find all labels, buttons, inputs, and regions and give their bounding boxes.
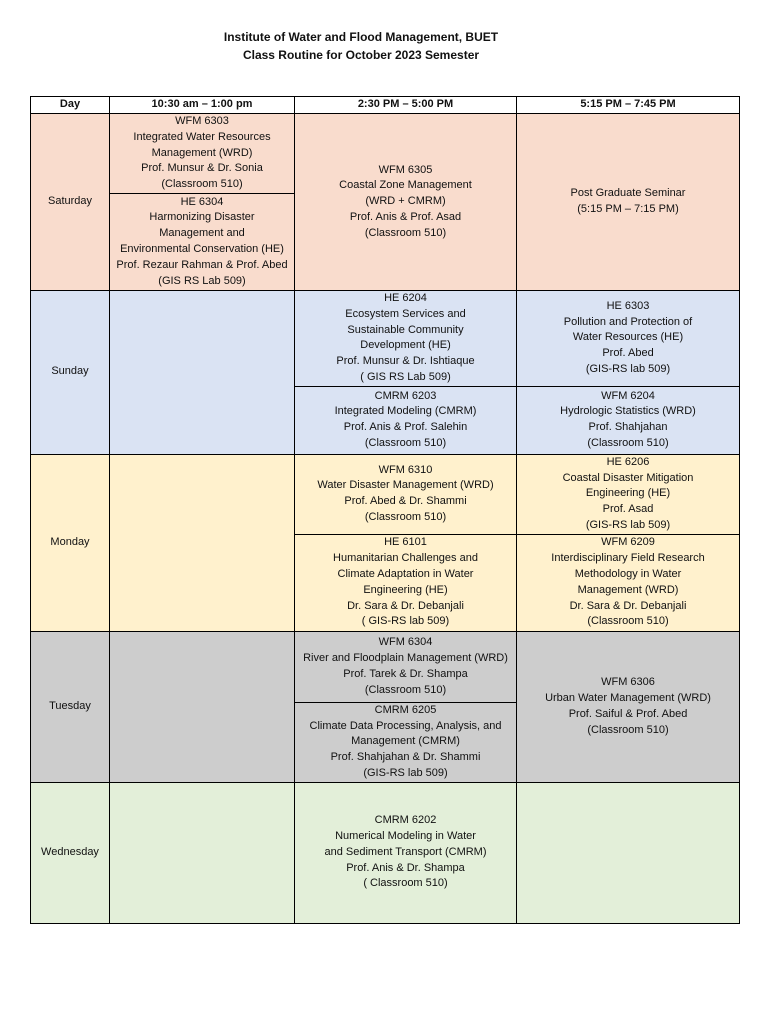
- course-cell: [295, 454, 517, 534]
- empty-cell: [110, 782, 295, 923]
- course-detail-line: Prof. Abed & Dr. Shammi: [344, 495, 467, 508]
- course-cell: [517, 631, 740, 782]
- course-detail-line: ( GIS RS Lab 509): [360, 370, 451, 383]
- course-detail-line: Integrated Water Resources: [133, 130, 271, 143]
- course-detail-line: River and Floodplain Management (WRD): [303, 651, 508, 664]
- course-code: Post Graduate Seminar: [570, 187, 686, 200]
- course-cell: [110, 114, 295, 194]
- course-detail-line: (GIS-RS lab 509): [585, 518, 671, 531]
- course-detail-line: Hydrologic Statistics (WRD): [560, 405, 696, 418]
- course-detail-line: Management (WRD): [151, 146, 253, 159]
- table-row: [31, 290, 740, 386]
- day-cell-wednesday: Wednesday: [31, 782, 110, 923]
- course-detail-line: Harmonizing Disaster: [149, 211, 255, 224]
- course-cell: [517, 290, 740, 386]
- course-code: HE 6204: [384, 291, 427, 304]
- course-detail-line: Prof. Munsur & Dr. Ishtiaque: [336, 355, 475, 368]
- course-detail-line: Pollution and Protection of: [563, 315, 693, 328]
- course-detail-line: (Classroom 510): [364, 511, 447, 524]
- course-detail-line: Numerical Modeling in Water: [335, 830, 476, 843]
- course-code: CMRM 6203: [374, 389, 437, 402]
- course-code: CMRM 6202: [374, 814, 437, 827]
- course-detail-line: Dr. Sara & Dr. Debanjali: [347, 599, 464, 612]
- course-code: WFM 6204: [601, 389, 655, 402]
- course-code: WFM 6304: [378, 636, 433, 649]
- course-detail-line: Engineering (HE): [363, 583, 448, 596]
- course-cell: [517, 534, 740, 631]
- document-title: Institute of Water and Flood Management, BUET: [223, 30, 499, 44]
- course-code: HE 6303: [606, 299, 650, 312]
- column-header-slot-2: 2:30 PM – 5:00 PM: [295, 97, 517, 114]
- course-cell: [517, 454, 740, 534]
- course-detail-line: (GIS-RS lab 509): [363, 766, 448, 779]
- course-detail-line: (Classroom 510): [161, 178, 243, 191]
- course-cell: [295, 702, 517, 782]
- empty-cell: [110, 631, 295, 782]
- course-detail-line: Prof. Rezaur Rahman & Prof. Abed: [116, 258, 288, 271]
- course-detail-line: Interdisciplinary Field Research: [551, 552, 705, 565]
- course-cell: [517, 114, 740, 291]
- course-detail-line: Integrated Modeling (CMRM): [334, 405, 477, 418]
- course-detail-line: and Sediment Transport (CMRM): [324, 845, 487, 858]
- empty-cell: [517, 782, 740, 923]
- course-detail-line: Water Resources (HE): [572, 331, 684, 344]
- course-detail-line: Prof. Anis & Prof. Salehin: [343, 421, 468, 434]
- course-cell: [110, 193, 295, 290]
- course-cell: [295, 631, 517, 702]
- course-code: WFM 6209: [601, 536, 655, 549]
- course-detail-line: (GIS-RS lab 509): [585, 363, 671, 376]
- course-cell: [517, 386, 740, 454]
- course-detail-line: Humanitarian Challenges and: [333, 552, 478, 565]
- day-cell-saturday: Saturday: [31, 114, 110, 291]
- course-cell: [295, 534, 517, 631]
- course-code: HE 6101: [384, 536, 427, 549]
- day-cell-sunday: Sunday: [31, 290, 110, 454]
- course-detail-line: Management (WRD): [577, 583, 679, 596]
- day-cell-tuesday: Tuesday: [31, 631, 110, 782]
- table-header-row: [31, 97, 740, 114]
- class-routine-table: [30, 96, 740, 924]
- empty-cell: [110, 290, 295, 454]
- course-detail-line: Environmental Conservation (HE): [120, 242, 284, 255]
- course-detail-line: Prof. Anis & Prof. Asad: [349, 210, 462, 223]
- course-detail-line: (Classroom 510): [364, 437, 447, 450]
- column-header-day: Day: [31, 97, 110, 114]
- column-header-slot-3: 5:15 PM – 7:45 PM: [517, 97, 740, 114]
- table-row: [31, 782, 740, 923]
- course-detail-line: Coastal Disaster Mitigation: [562, 471, 694, 484]
- course-code: WFM 6306: [601, 676, 655, 689]
- course-detail-line: Prof. Shahjahan: [588, 421, 668, 434]
- course-detail-line: Ecosystem Services and: [345, 307, 466, 320]
- course-cell: [295, 386, 517, 454]
- course-cell: [295, 114, 517, 291]
- course-detail-line: (Classroom 510): [364, 226, 447, 239]
- course-detail-line: Coastal Zone Management: [339, 179, 472, 192]
- course-detail-line: Urban Water Management (WRD): [545, 691, 711, 704]
- column-header-slot-1: 10:30 am – 1:00 pm: [110, 97, 295, 114]
- course-detail-line: (GIS RS Lab 509): [158, 274, 246, 287]
- course-detail-line: (5:15 PM – 7:15 PM): [577, 202, 679, 215]
- course-code: WFM 6310: [378, 463, 433, 476]
- course-detail-line: Prof. Saiful & Prof. Abed: [568, 707, 688, 720]
- course-cell: [295, 782, 517, 923]
- course-detail-line: Development (HE): [360, 339, 451, 352]
- course-code: HE 6206: [606, 455, 650, 468]
- course-detail-line: Prof. Tarek & Dr. Shampa: [343, 667, 468, 680]
- course-detail-line: Prof. Asad: [602, 503, 654, 516]
- day-cell-monday: Monday: [31, 454, 110, 631]
- document-subtitle: Class Routine for October 2023 Semester: [242, 48, 480, 62]
- table-row: [31, 114, 740, 194]
- course-detail-line: Methodology in Water: [574, 567, 682, 580]
- course-code: HE 6304: [180, 195, 224, 208]
- course-detail-line: ( GIS-RS lab 509): [361, 615, 450, 628]
- course-detail-line: (WRD + CMRM): [365, 195, 446, 208]
- course-detail-line: (Classroom 510): [587, 615, 669, 628]
- course-detail-line: ( Classroom 510): [363, 877, 448, 890]
- course-cell: [295, 290, 517, 386]
- course-detail-line: (Classroom 510): [587, 723, 669, 736]
- course-code: WFM 6303: [175, 115, 229, 127]
- course-code: WFM 6305: [378, 163, 433, 176]
- course-detail-line: Dr. Sara & Dr. Debanjali: [569, 599, 687, 612]
- course-detail-line: Engineering (HE): [585, 487, 671, 500]
- course-detail-line: Management and: [159, 227, 245, 240]
- course-detail-line: Management (CMRM): [351, 735, 460, 748]
- course-code: CMRM 6205: [374, 703, 437, 716]
- course-detail-line: Climate Adaptation in Water: [337, 567, 474, 580]
- course-detail-line: Climate Data Processing, Analysis, and: [309, 719, 502, 732]
- course-detail-line: (Classroom 510): [364, 683, 447, 696]
- course-detail-line: Prof. Anis & Dr. Shampa: [346, 861, 465, 874]
- course-detail-line: (Classroom 510): [587, 437, 669, 450]
- course-detail-line: Prof. Munsur & Dr. Sonia: [141, 162, 263, 175]
- table-row: [31, 454, 740, 534]
- course-detail-line: Water Disaster Management (WRD): [317, 479, 494, 492]
- course-detail-line: Prof. Abed: [602, 347, 654, 360]
- table-row: [31, 631, 740, 702]
- empty-cell: [110, 454, 295, 631]
- course-detail-line: Prof. Shahjahan & Dr. Shammi: [330, 751, 481, 764]
- course-detail-line: Sustainable Community: [347, 323, 464, 336]
